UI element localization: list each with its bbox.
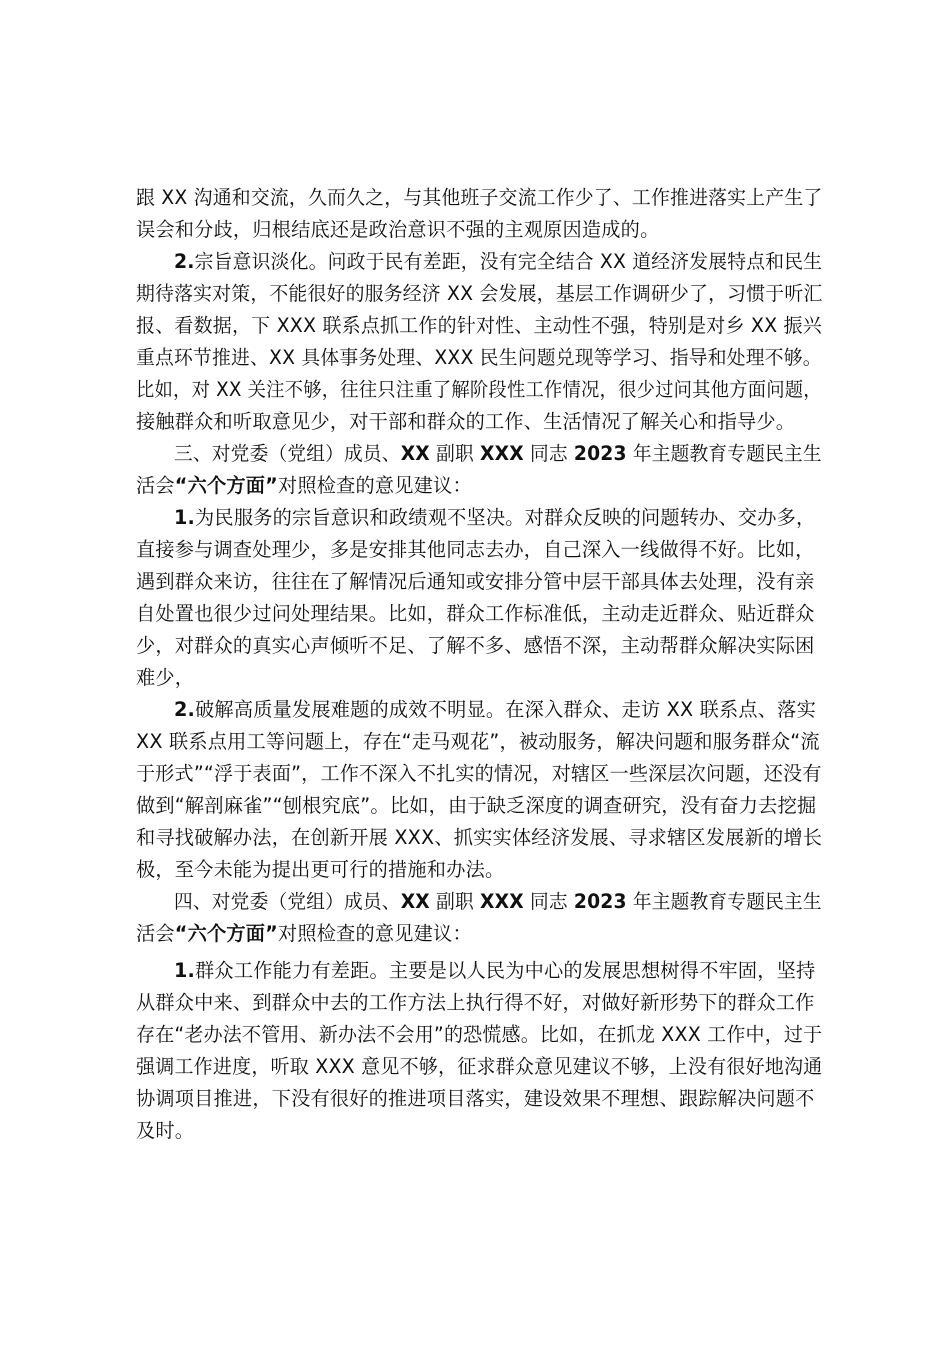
text-line: 协调项目推进，下没有很好的推进项目落实，建设效果不理想、跟踪解决问题不 — [136, 1087, 815, 1110]
text-line: 少，对群众的真实心声倾听不足、了解不多、感悟不深，主动帮群众解决实际困 — [136, 634, 815, 657]
text-line: 跟 XX 沟通和交流，久而久之，与其他班子交流工作少了、工作推进落实上产生了 — [136, 186, 823, 209]
text-line: 于形式”“浮于表面”，工作不深入不扎实的情况，对辖区一些深层次问题，还没有 — [136, 762, 822, 785]
text-line: XX 联系点用工等问题上，存在“走马观花”，被动服务，解决问题和服务群众“流 — [136, 730, 820, 753]
text-line: 期待落实对策，不能很好的服务经济 XX 会发展，基层工作调研少了，习惯于听汇 — [136, 282, 823, 305]
text-line: 直接参与调查处理少，多是安排其他同志去办，自己深入一线做得不好。比如， — [136, 538, 815, 561]
text-line: 自处置也很少过问处理结果。比如，群众工作标准低，主动走近群众、贴近群众 — [136, 602, 815, 625]
text-line: 重点环节推进、XX 具体事务处理、XXX 民生问题兑现等学习、指导和处理不够。 — [136, 346, 822, 369]
text-line: 强调工作进度，听取 XXX 意见不够，征求群众意见建议不够，上没有很好地沟通 — [136, 1055, 823, 1078]
text-line: 从群众中来、到群众中去的工作方法上执行得不好，对做好新形势下的群众工作 — [136, 991, 815, 1014]
item-1-line: 1.群众工作能力有差距。主要是以人民为中心的发展思想树得不牢固，坚持 — [174, 959, 816, 982]
section-heading-4: 四、对党委（党组）成员、XX 副职 XXX 同志 2023 年主题教育专题民主生 — [174, 890, 822, 913]
text-line: 做到“解剖麻雀”“刨根究底”。比如，由于缺乏深度的调查研究，没有奋力去挖掘 — [136, 794, 817, 817]
text-line: 极，至今未能为提出更可行的措施和办法。 — [136, 858, 505, 881]
section-heading-3: 三、对党委（党组）成员、XX 副职 XXX 同志 2023 年主题教育专题民主生 — [174, 442, 822, 465]
text-line: 接触群众和听取意见少，对干部和群众的工作、生活情况了解关心和指导少。 — [136, 410, 796, 433]
text-line: 及时。 — [136, 1119, 195, 1142]
text-line: 难少， — [136, 666, 195, 689]
text-line: 遇到群众来访，往往在了解情况后通知或安排分管中层干部具体去处理，没有亲 — [136, 570, 815, 593]
section-heading-3-cont: 活会“六个方面”对照检查的意见建议： — [136, 474, 472, 497]
item-1-line: 1.为民服务的宗旨意识和政绩观不坚决。对群众反映的问题转办、交办多， — [174, 506, 816, 529]
item-2-line: 2.破解高质量发展难题的成效不明显。在深入群众、走访 XX 联系点、落实 — [174, 698, 816, 721]
text-line: 和寻找破解办法，在创新开展 XXX、抓实实体经济发展、寻求辖区发展新的增长 — [136, 826, 823, 849]
section-2-heading-line: 2.宗旨意识淡化。问政于民有差距，没有完全结合 XX 道经济发展特点和民生 — [174, 250, 823, 273]
text-line: 误会和分歧，归根结底还是政治意识不强的主观原因造成的。 — [136, 218, 660, 241]
text-line: 报、看数据，下 XXX 联系点抓工作的针对性、主动性不强，特别是对乡 XX 振兴 — [136, 314, 822, 337]
text-line: 比如，对 XX 关注不够，往往只注重了解阶段性工作情况，很少过问其他方面问题， — [136, 378, 822, 401]
section-heading-4-cont: 活会“六个方面”对照检查的意见建议： — [136, 922, 472, 945]
text-line: 存在“老办法不管用、新办法不会用”的恐慌感。比如，在抓龙 XXX 工作中，过于 — [136, 1023, 823, 1046]
